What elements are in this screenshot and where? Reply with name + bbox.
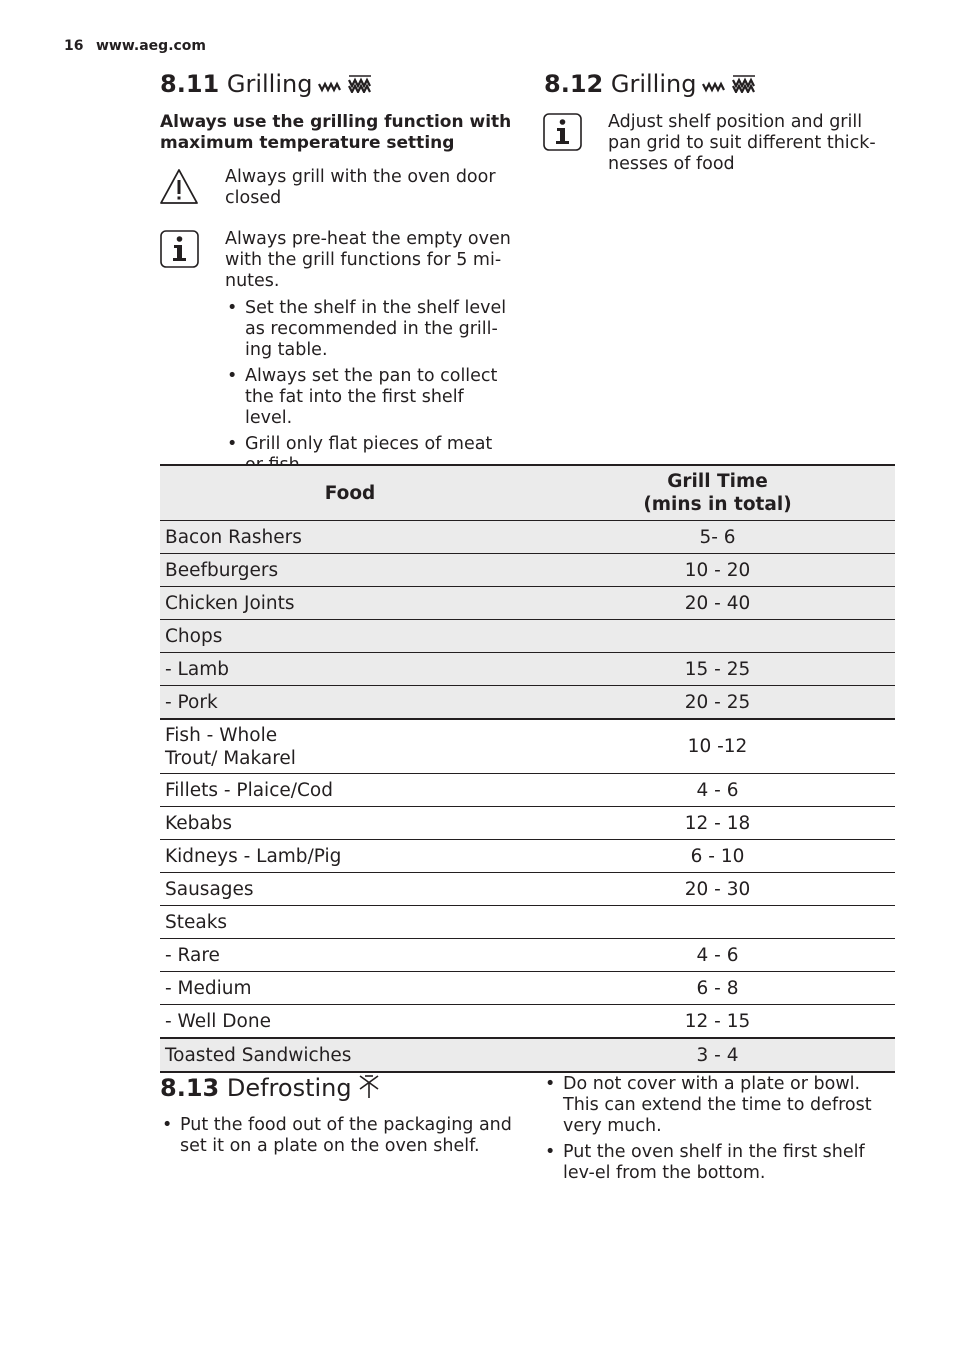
table-header-row <box>160 465 895 521</box>
full-grill-icon <box>732 71 756 99</box>
info-icon <box>543 113 582 151</box>
table-row <box>160 972 895 1005</box>
time-cell: 3 - 4 <box>540 1038 895 1072</box>
table-row <box>160 807 895 840</box>
section-812-heading <box>544 70 756 99</box>
full-grill-icon <box>348 71 372 99</box>
column-header-food: Food <box>160 465 540 521</box>
shelf-info-text: Adjust shelf position and grill pan grid to suit different thick-nesses of food <box>608 112 876 174</box>
grilling-table <box>160 464 895 1073</box>
time-cell: 20 - 25 <box>540 686 895 720</box>
table-row <box>160 521 895 554</box>
food-cell: Fish - Whole Trout/ Makarel <box>160 719 540 774</box>
list-item: • Grill only flat pieces of meat <box>225 434 515 476</box>
grilling-tips-list <box>225 298 515 481</box>
food-cell: Chops <box>160 620 540 653</box>
food-cell: Beefburgers <box>160 554 540 587</box>
list-item: • Always set the pan to collect the fat into the first shelf level. <box>225 366 515 429</box>
defrost-icon <box>358 1073 380 1105</box>
food-cell: - Lamb <box>160 653 540 686</box>
list-item: • Put the oven shelf in the first shelf lev-el from the bottom. <box>543 1142 898 1184</box>
table-row <box>160 774 895 807</box>
food-cell: Sausages <box>160 873 540 906</box>
time-cell <box>540 906 895 939</box>
food-cell: Bacon Rashers <box>160 521 540 554</box>
time-cell: 10 - 20 <box>540 554 895 587</box>
section-number: 8.13 <box>160 1074 220 1102</box>
section-number: 8.12 <box>544 70 604 98</box>
time-cell <box>540 620 895 653</box>
warning-text: Always grill with the oven door closed <box>225 167 496 208</box>
table-row <box>160 906 895 939</box>
table-row <box>160 653 895 686</box>
time-cell: 6 - 8 <box>540 972 895 1005</box>
defrost-list-right <box>543 1074 898 1189</box>
food-cell: - Rare <box>160 939 540 972</box>
table-row <box>160 1005 895 1039</box>
grill-icon <box>702 71 726 99</box>
info-icon <box>160 230 199 268</box>
column-header-grill-time: Grill Time (mins in total) <box>540 465 895 521</box>
time-cell: 20 - 40 <box>540 587 895 620</box>
list-item: • Set the shelf in the shelf level as recommended in the grill-ing table. <box>225 298 515 361</box>
time-cell: 15 - 25 <box>540 653 895 686</box>
time-cell: 4 - 6 <box>540 774 895 807</box>
section-number: 8.11 <box>160 70 220 98</box>
table-row <box>160 873 895 906</box>
table-row <box>160 620 895 653</box>
time-cell: 4 - 6 <box>540 939 895 972</box>
food-cell: Fillets - Plaice/Cod <box>160 774 540 807</box>
section-title: Grilling <box>610 70 697 98</box>
table-row <box>160 1038 895 1072</box>
table-row <box>160 939 895 972</box>
preheat-info-text: Always pre-heat the empty oven with the grill functions for 5 mi-nutes. <box>225 229 511 291</box>
time-cell: 12 - 15 <box>540 1005 895 1039</box>
defrost-list-left <box>160 1115 515 1162</box>
time-cell: 20 - 30 <box>540 873 895 906</box>
food-cell: - Medium <box>160 972 540 1005</box>
list-item: • Do not cover with a plate or bowl. This can extend the time to defrost very much. <box>543 1074 898 1137</box>
time-cell: 5- 6 <box>540 521 895 554</box>
food-cell: Kebabs <box>160 807 540 840</box>
page-number: 16 <box>64 38 84 54</box>
table-row <box>160 840 895 873</box>
warning-icon <box>159 168 199 206</box>
website-url: www.aeg.com <box>96 38 207 54</box>
section-title: Defrosting <box>226 1074 352 1102</box>
food-cell: Chicken Joints <box>160 587 540 620</box>
table-row <box>160 554 895 587</box>
time-cell: 12 - 18 <box>540 807 895 840</box>
section-811-heading <box>160 70 372 99</box>
time-cell: 6 - 10 <box>540 840 895 873</box>
food-cell: - Pork <box>160 686 540 720</box>
food-cell: Toasted Sandwiches <box>160 1038 540 1072</box>
section-title: Grilling <box>226 70 313 98</box>
table-row <box>160 587 895 620</box>
food-cell: Kidneys - Lamb/Pig <box>160 840 540 873</box>
time-cell: 10 -12 <box>540 719 895 774</box>
table-row <box>160 686 895 720</box>
list-item: • Put the food out of the packaging and set it on a plate on the oven shelf. <box>160 1115 515 1157</box>
section-813-heading <box>160 1073 380 1105</box>
food-cell: Steaks <box>160 906 540 939</box>
grill-icon <box>318 71 342 99</box>
food-cell: - Well Done <box>160 1005 540 1039</box>
grilling-lead-text: Always use the grilling function with maximum temperature setting <box>160 112 512 153</box>
table-row <box>160 719 895 774</box>
